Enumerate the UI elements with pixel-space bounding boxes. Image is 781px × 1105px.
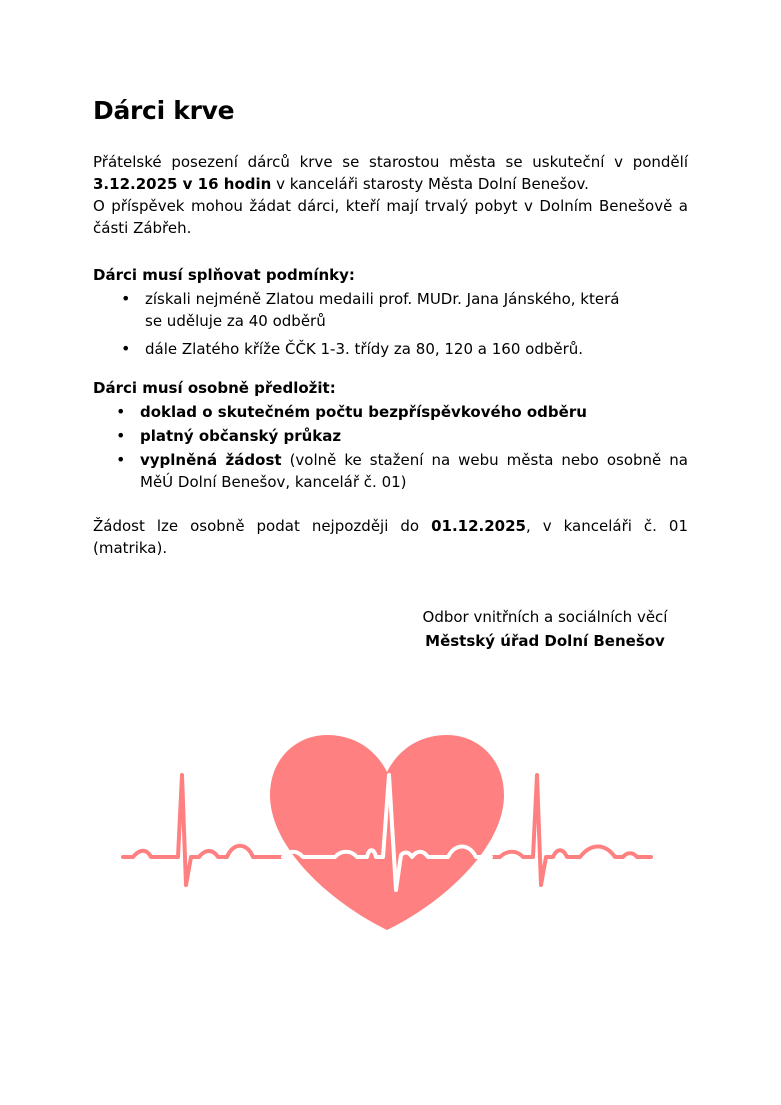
document-3: vyplněná žádost (140, 451, 282, 469)
intro-paragraph (93, 151, 688, 195)
heart-pulse-illustration (115, 730, 665, 940)
document-3-note: (volně ke stažení na webu města nebo osobně na MěÚ Dolní Benešov, kancelář č. 01) (140, 451, 688, 491)
heart-icon (270, 735, 504, 930)
list-item (93, 288, 688, 332)
eligibility-paragraph: O příspěvek mohou žádat dárci, kteří mají trvalý pobyt v Dolním Benešově a části Zábřeh. (93, 197, 688, 237)
signature-block (410, 605, 680, 653)
document-2: platný občanský průkaz (140, 427, 342, 445)
condition-2: dále Zlatého kříže ČČK 1-3. třídy za 80, 120 a 160 odběrů. (145, 340, 584, 358)
deadline-text-2: , v kanceláři č. 01 (matrika). (93, 517, 688, 557)
intro-text-1: Přátelské posezení dárců krve se starostou města se uskuteční v pondělí (93, 153, 688, 171)
conditions-list (93, 288, 688, 360)
documents-list (93, 401, 688, 493)
deadline-paragraph (93, 515, 688, 559)
condition-1-line-1: získali nejméně Zlatou medaili prof. MUDr. Jana Jánského, která (145, 290, 620, 308)
list-item (93, 425, 688, 447)
event-date: 3.12.2025 v 16 hodin (93, 175, 272, 193)
deadline-date: 01.12.2025 (431, 517, 526, 535)
office-name: Městský úřad Dolní Benešov (425, 632, 665, 650)
documents-heading: Dárci musí osobně předložit: (93, 379, 336, 397)
list-item (93, 401, 688, 423)
document-1: doklad o skutečném počtu bezpříspěvkového odběru (140, 403, 587, 421)
condition-1-line-2: se uděluje za 40 odběrů (145, 312, 326, 330)
department-name: Odbor vnitřních a sociálních věcí (422, 608, 668, 626)
list-item (93, 449, 688, 493)
deadline-text-1: Žádost lze osobně podat nejpozději do (93, 517, 420, 535)
conditions-heading: Dárci musí splňovat podmínky: (93, 266, 355, 284)
intro-text-2: v kanceláři starosty Města Dolní Benešov. (276, 175, 589, 193)
page-title: Dárci krve (93, 96, 235, 125)
list-item (93, 338, 688, 360)
